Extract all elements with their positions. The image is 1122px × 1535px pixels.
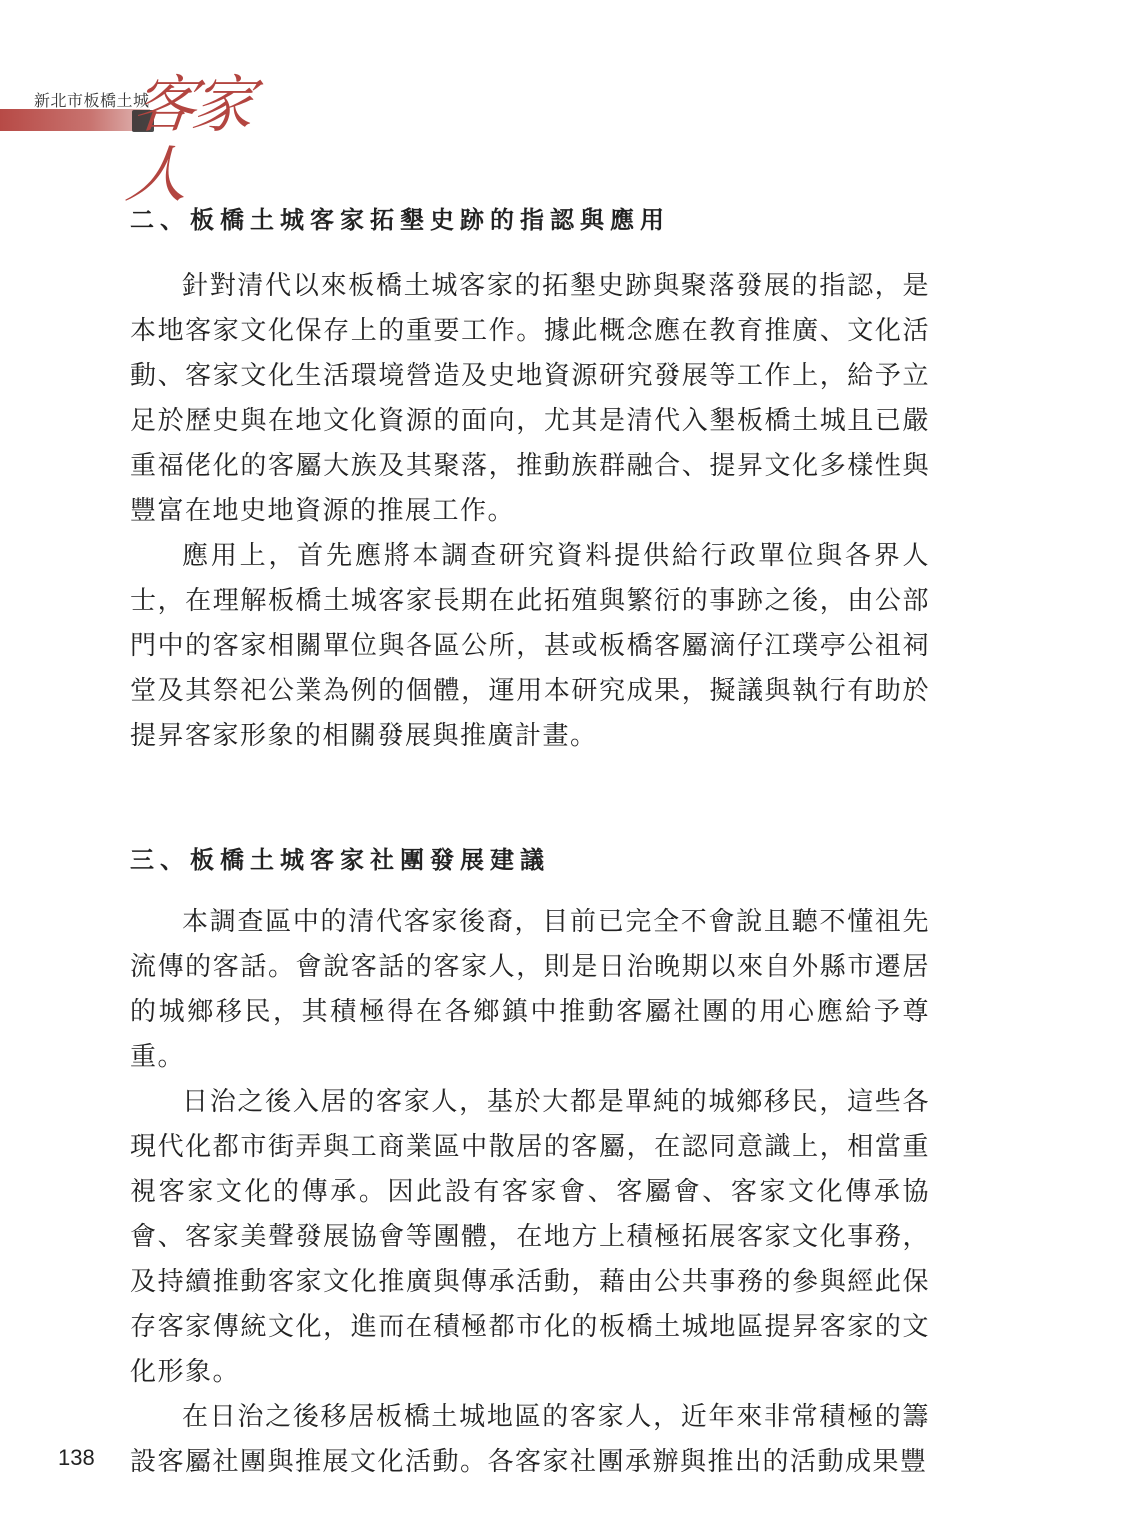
section-heading: 三、板橋土城客家社團發展建議: [130, 846, 550, 874]
page-header: [0, 68, 300, 211]
paragraph: 在日治之後移居板橋土城地區的客家人，近年來非常積極的籌設客屬社團與推展文化活動。各客家社團承辦與推出的活動成果豐: [130, 1402, 930, 1477]
section-3: [130, 840, 930, 1485]
header-color-band: [0, 109, 150, 131]
paragraph: 本調查區中的清代客家後裔，目前已完全不會說且聽不懂祖先流傳的客話。會說客話的客家人，則是日治晚期以來自外縣市遷居的城鄉移民，其積極得在各鄉鎮中推動客屬社團的用心應給予尊重。: [130, 907, 930, 1072]
paragraph: 應用上，首先應將本調查研究資料提供給行政單位與各界人士，在理解板橋土城客家長期在此拓殖與繁衍的事跡之後，由公部門中的客家相關單位與各區公所，甚或板橋客屬滴仔江璞亭公祖祠堂及其祭祀公業為例的個體，運用本研究成果，擬議與執行有助於提昇客家形象的相關發展與推廣計畫。: [130, 541, 930, 751]
paragraph: 針對清代以來板橋土城客家的拓墾史跡與聚落發展的指認，是本地客家文化保存上的重要工作。據此概念應在教育推廣、文化活動、客家文化生活環境營造及史地資源研究發展等工作上，給予立足於歷史與在地文化資源的面向，尤其是清代入墾板橋土城且已嚴重福佬化的客屬大族及其聚落，推動族群融合、提昇文化多樣性與豐富在地史地資源的推展工作。: [130, 271, 930, 526]
section-2: [130, 200, 930, 759]
section-heading: 二、板橋土城客家拓墾史跡的指認與應用: [130, 206, 670, 234]
paragraph: 日治之後入居的客家人，基於大都是單純的城鄉移民，這些各現代化都市街弄與工商業區中散居的客屬，在認同意識上，相當重視客家文化的傳承。因此設有客家會、客屬會、客家文化傳承協會、客家美聲發展協會等團體，在地方上積極拓展客家文化事務，及持續推動客家文化推廣與傳承活動，藉由公共事務的參與經此保存客家傳統文化，進而在積極都市化的板橋土城地區提昇客家的文化形象。: [130, 1087, 930, 1387]
page-number: 138: [58, 1445, 95, 1470]
header-subtitle: 新北市板橋土城: [34, 91, 150, 110]
header-logo: 客家人: [122, 68, 254, 211]
